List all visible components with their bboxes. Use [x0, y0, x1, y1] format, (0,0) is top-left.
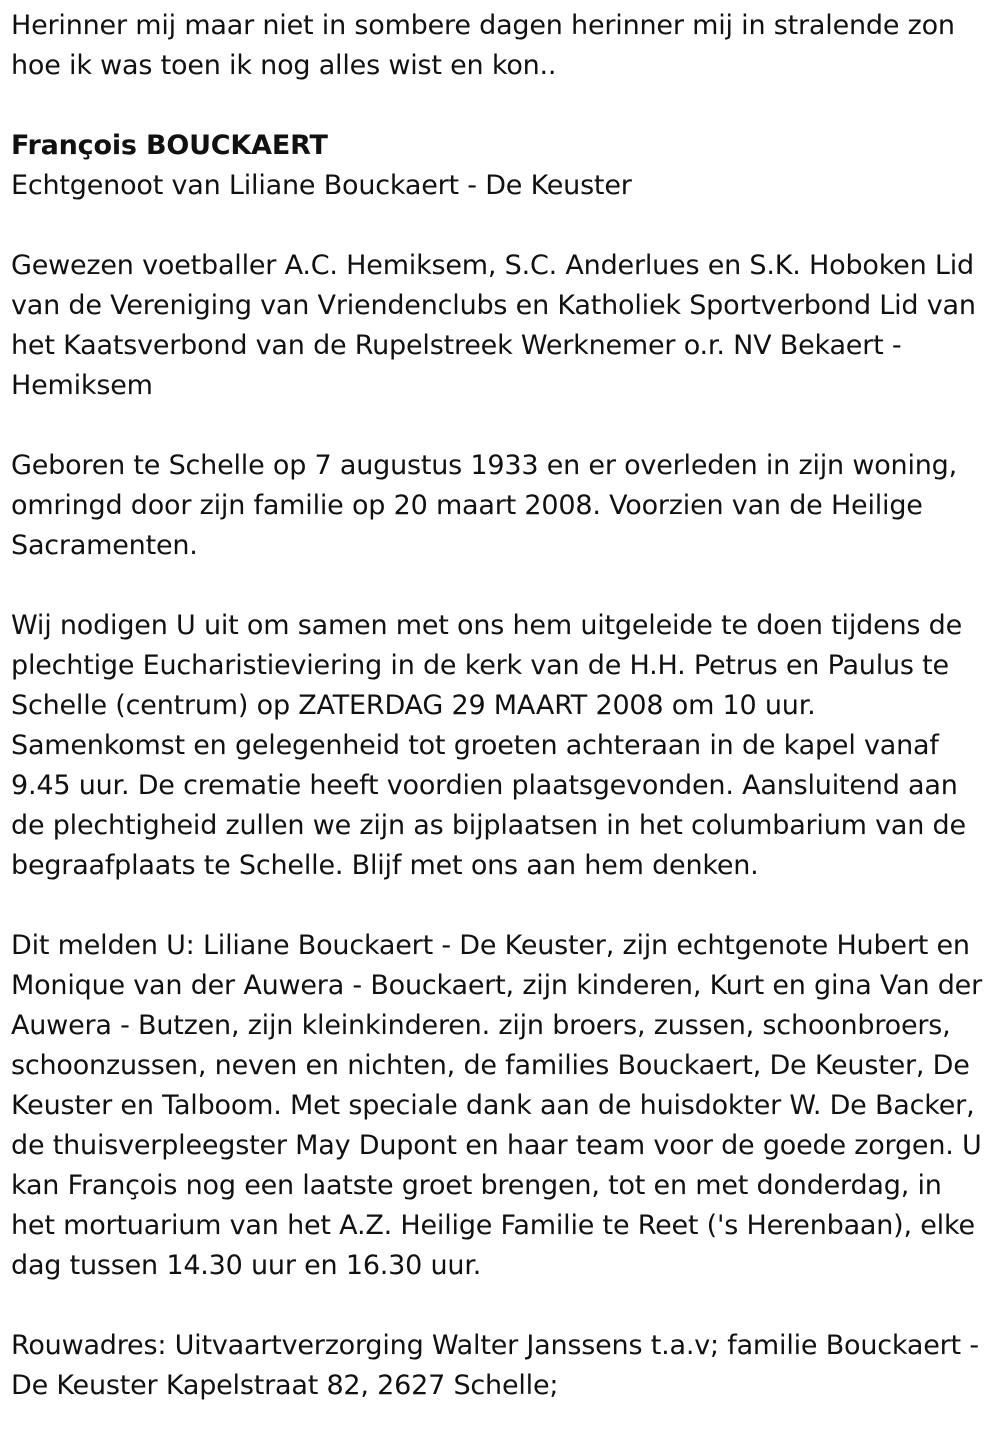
- text-line: Geboren te Schelle op 7 augustus 1933 en er overleden in zijn woning,: [11, 450, 957, 481]
- text-line: het Kaatsverbond van de Rupelstreek Werknemer o.r. NV Bekaert -: [11, 330, 902, 361]
- address-paragraph: [11, 1326, 986, 1406]
- ceremony-paragraph: [11, 606, 986, 886]
- text-line: de thuisverpleegster May Dupont en haar team voor de goede zorgen. U: [11, 1130, 982, 1161]
- paragraph-gap: [11, 566, 986, 606]
- text-line: Dit melden U: Liliane Bouckaert - De Keuster, zijn echtgenote Hubert en: [11, 930, 970, 961]
- text-line: Wij nodigen U uit om samen met ons hem uitgeleide te doen tijdens de: [11, 610, 963, 641]
- career-paragraph: [11, 246, 986, 406]
- text-line: het mortuarium van het A.Z. Heilige Familie te Reet ('s Herenbaan), elke: [11, 1210, 975, 1241]
- paragraph-gap: [11, 406, 986, 446]
- text-line: Sacramenten.: [11, 530, 198, 561]
- text-line: Auwera - Butzen, zijn kleinkinderen. zijn broers, zussen, schoonbroers,: [11, 1010, 951, 1041]
- poem-line: Herinner mij maar niet in sombere dagen herinner mij in stralende zon: [11, 10, 955, 41]
- birth-death-paragraph: [11, 446, 986, 566]
- text-line: begraafplaats te Schelle. Blijf met ons aan hem denken.: [11, 850, 759, 881]
- paragraph-gap: [11, 206, 986, 246]
- text-line: kan François nog een laatste groet brengen, tot en met donderdag, in: [11, 1170, 942, 1201]
- text-line: dag tussen 14.30 uur en 16.30 uur.: [11, 1250, 482, 1281]
- paragraph-gap: [11, 886, 986, 926]
- text-line: De Keuster Kapelstraat 82, 2627 Schelle;: [11, 1370, 559, 1401]
- text-line: plechtige Eucharistieviering in de kerk van de H.H. Petrus en Paulus te: [11, 650, 949, 681]
- poem-line: hoe ik was toen ik nog alles wist en kon..: [11, 50, 557, 81]
- text-line: Schelle (centrum) op ZATERDAG 29 MAART 2008 om 10 uur.: [11, 690, 816, 721]
- paragraph-gap: [11, 1286, 986, 1326]
- text-line: Samenkomst en gelegenheid tot groeten achteraan in de kapel vanaf: [11, 730, 939, 761]
- spouse-line: Echtgenoot van Liliane Bouckaert - De Keuster: [11, 170, 632, 201]
- text-line: omringd door zijn familie op 20 maart 2008. Voorzien van de Heilige: [11, 490, 923, 521]
- announcement-paragraph: [11, 926, 986, 1286]
- obituary-document: [11, 6, 986, 1406]
- paragraph-gap: [11, 86, 986, 126]
- text-line: 9.45 uur. De crematie heeft voordien plaatsgevonden. Aansluitend aan: [11, 770, 958, 801]
- text-line: Monique van der Auwera - Bouckaert, zijn kinderen, Kurt en gina Van der: [11, 970, 982, 1001]
- text-line: schoonzussen, neven en nichten, de families Bouckaert, De Keuster, De: [11, 1050, 970, 1081]
- deceased-name: François BOUCKAERT: [11, 130, 328, 161]
- memorial-poem: [11, 6, 986, 86]
- text-line: de plechtigheid zullen we zijn as bijplaatsen in het columbarium van de: [11, 810, 966, 841]
- text-line: Rouwadres: Uitvaartverzorging Walter Janssens t.a.v; familie Bouckaert -: [11, 1330, 979, 1361]
- text-line: Gewezen voetballer A.C. Hemiksem, S.C. Anderlues en S.K. Hoboken Lid: [11, 250, 974, 281]
- text-line: Keuster en Talboom. Met speciale dank aan de huisdokter W. De Backer,: [11, 1090, 975, 1121]
- text-line: Hemiksem: [11, 370, 153, 401]
- text-line: van de Vereniging van Vriendenclubs en Katholiek Sportverbond Lid van: [11, 290, 976, 321]
